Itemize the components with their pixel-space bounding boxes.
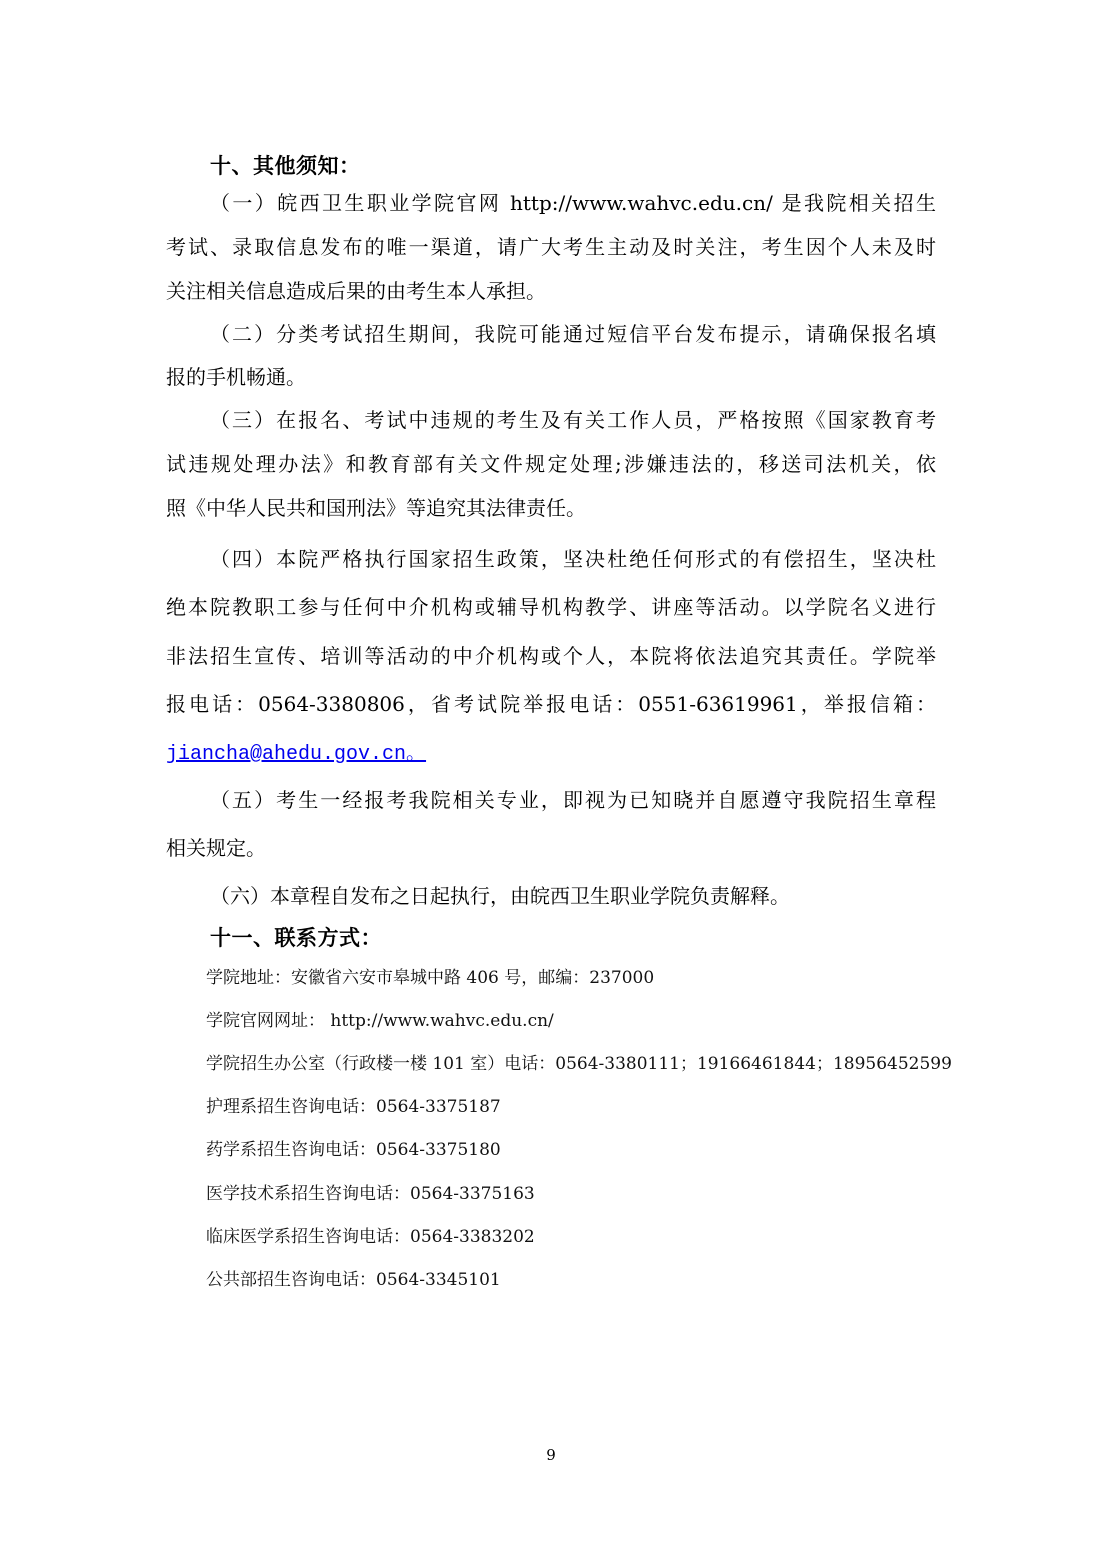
contact-website: 学院官网网址： http://www.wahvc.edu.cn/ [206, 1011, 554, 1031]
notice-5-line-1: （五）考生一经报考我院相关专业，即视为已知晓并自愿遵守我院招生章程 [210, 788, 936, 812]
notice-4-line-4: 报电话：0564-3380806，省考试院举报电话：0551-63619961，举报信箱： [166, 692, 936, 716]
notice-1-line-3: 关注相关信息造成后果的由考生本人承担。 [166, 279, 546, 303]
contact-admissions-office: 学院招生办公室（行政楼一楼 101 室）电话：0564-3380111；19166461844；18956452599 [206, 1054, 952, 1074]
contact-public-dept: 公共部招生咨询电话：0564-3345101 [206, 1270, 501, 1290]
notice-6-line-1: （六）本章程自发布之日起执行，由皖西卫生职业学院负责解释。 [210, 884, 790, 908]
notice-3-line-1: （三）在报名、考试中违规的考生及有关工作人员，严格按照《国家教育考 [210, 408, 936, 432]
report-email-link[interactable]: jiancha@ahedu.gov.cn。 [166, 743, 427, 766]
notice-4-line-1: （四）本院严格执行国家招生政策，坚决杜绝任何形式的有偿招生，坚决杜 [210, 547, 936, 571]
contact-pharmacy-dept: 药学系招生咨询电话：0564-3375180 [206, 1140, 501, 1160]
section-10-heading: 十、其他须知： [210, 154, 361, 178]
contact-medical-tech-dept: 医学技术系招生咨询电话：0564-3375163 [206, 1184, 535, 1204]
notice-1-line-1: （一）皖西卫生职业学院官网 http://www.wahvc.edu.cn/ 是我院相关招生 [210, 191, 936, 215]
page-number: 9 [546, 1446, 556, 1464]
contact-clinical-medicine-dept: 临床医学系招生咨询电话：0564-3383202 [206, 1227, 535, 1247]
notice-3-line-3: 照《中华人民共和国刑法》等追究其法律责任。 [166, 496, 586, 520]
notice-3-line-2: 试违规处理办法》和教育部有关文件规定处理;涉嫌违法的，移送司法机关，依 [166, 452, 936, 476]
notice-4-line-2: 绝本院教职工参与任何中介机构或辅导机构教学、讲座等活动。以学院名义进行 [166, 595, 936, 619]
notice-5-line-2: 相关规定。 [166, 836, 266, 860]
notice-4-line-3: 非法招生宣传、培训等活动的中介机构或个人，本院将依法追究其责任。学院举 [166, 644, 936, 668]
notice-2-line-1: （二）分类考试招生期间，我院可能通过短信平台发布提示，请确保报名填 [210, 322, 936, 346]
contact-address: 学院地址：安徽省六安市皋城中路 406 号，邮编：237000 [206, 968, 655, 988]
contact-nursing-dept: 护理系招生咨询电话：0564-3375187 [206, 1097, 501, 1117]
notice-2-line-2: 报的手机畅通。 [166, 365, 306, 389]
section-11-heading: 十一、联系方式： [210, 926, 382, 950]
notice-1-line-2: 考试、录取信息发布的唯一渠道，请广大考生主动及时关注，考生因个人未及时 [166, 235, 936, 259]
